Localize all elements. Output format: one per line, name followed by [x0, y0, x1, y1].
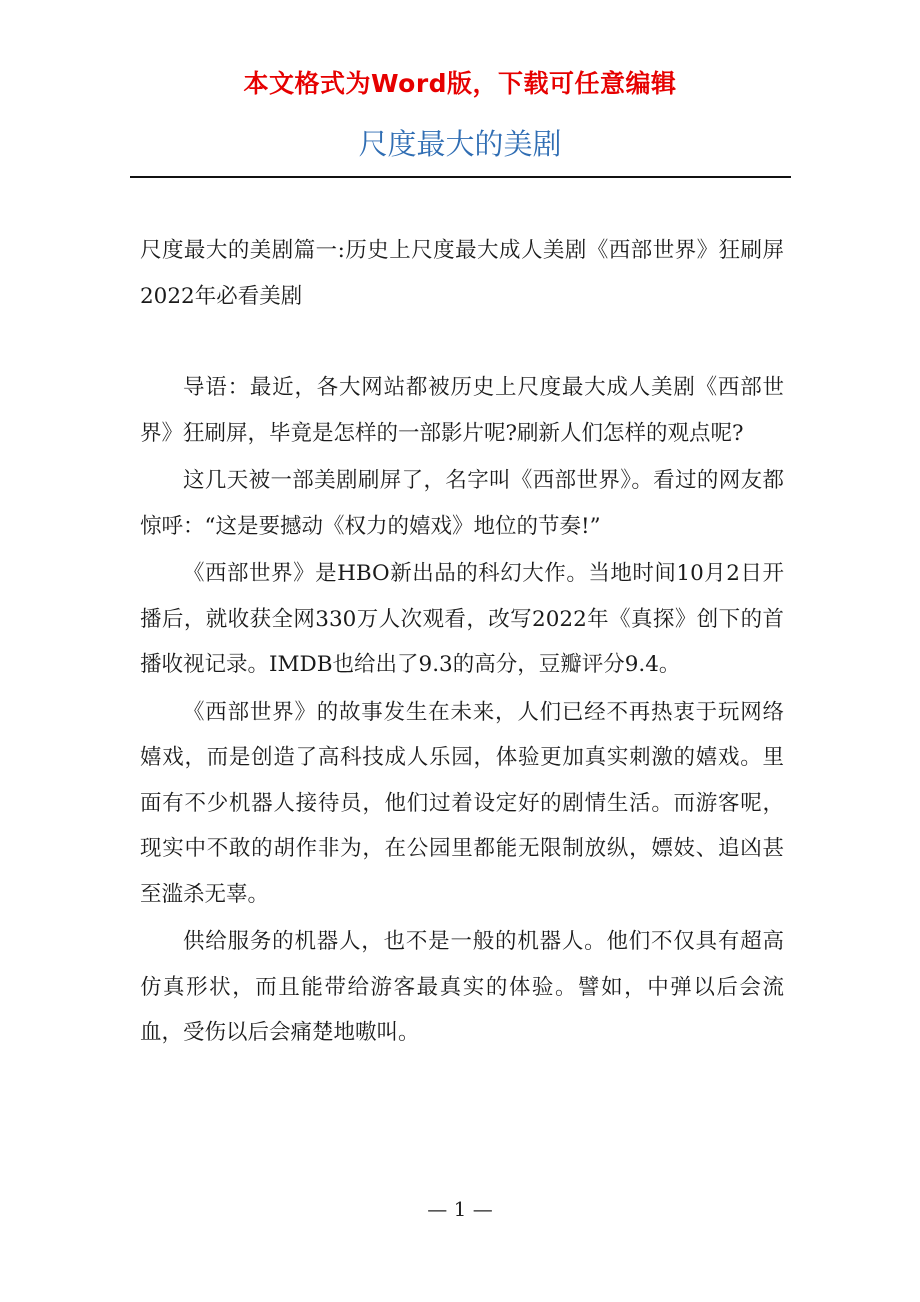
document-body: [140, 228, 784, 1058]
page-number: — 1 —: [427, 1197, 493, 1221]
paragraph-reaction: 这几天被一部美剧刷屏了，名字叫《西部世界》。看过的网友都惊呼：“这是要撼动《权力的嬉戏》地位的节奏!”: [140, 468, 784, 539]
title-divider: [130, 176, 791, 178]
download-banner: 本文格式为Word版，下载可任意编辑: [243, 69, 677, 98]
section-heading: 尺度最大的美剧篇一:历史上尺度最大成人美剧《西部世界》狂刷屏 2022年必看美剧: [140, 238, 784, 309]
document-title: 尺度最大的美剧: [358, 127, 562, 161]
paragraph-intro: 导语：最近，各大网站都被历史上尺度最大成人美剧《西部世界》狂刷屏，毕竟是怎样的一部影片呢?刷新人们怎样的观点呢?: [140, 375, 784, 446]
paragraph-story: 《西部世界》的故事发生在未来，人们已经不再热衷于玩网络嬉戏，而是创造了高科技成人乐园，体验更加真实刺激的嬉戏。里面有不少机器人接待员，他们过着设定好的剧情生活。而游客呢，现实中不敢的胡作非为，在公园里都能无限制放纵，嫖妓、追凶甚至滥杀无辜。: [140, 699, 784, 907]
paragraph-robots: 供给服务的机器人，也不是一般的机器人。他们不仅具有超高仿真形状，而且能带给游客最真实的体验。譬如，中弹以后会流血，受伤以后会痛楚地嗷叫。: [140, 929, 784, 1045]
paragraph-ratings: 《西部世界》是HBO新出品的科幻大作。当地时间10月2日开播后，就收获全网330万人次观看，改写2022年《真探》创下的首播收视记录。IMDB也给出了9.3的高分，豆瓣评分9.4。: [140, 561, 784, 677]
